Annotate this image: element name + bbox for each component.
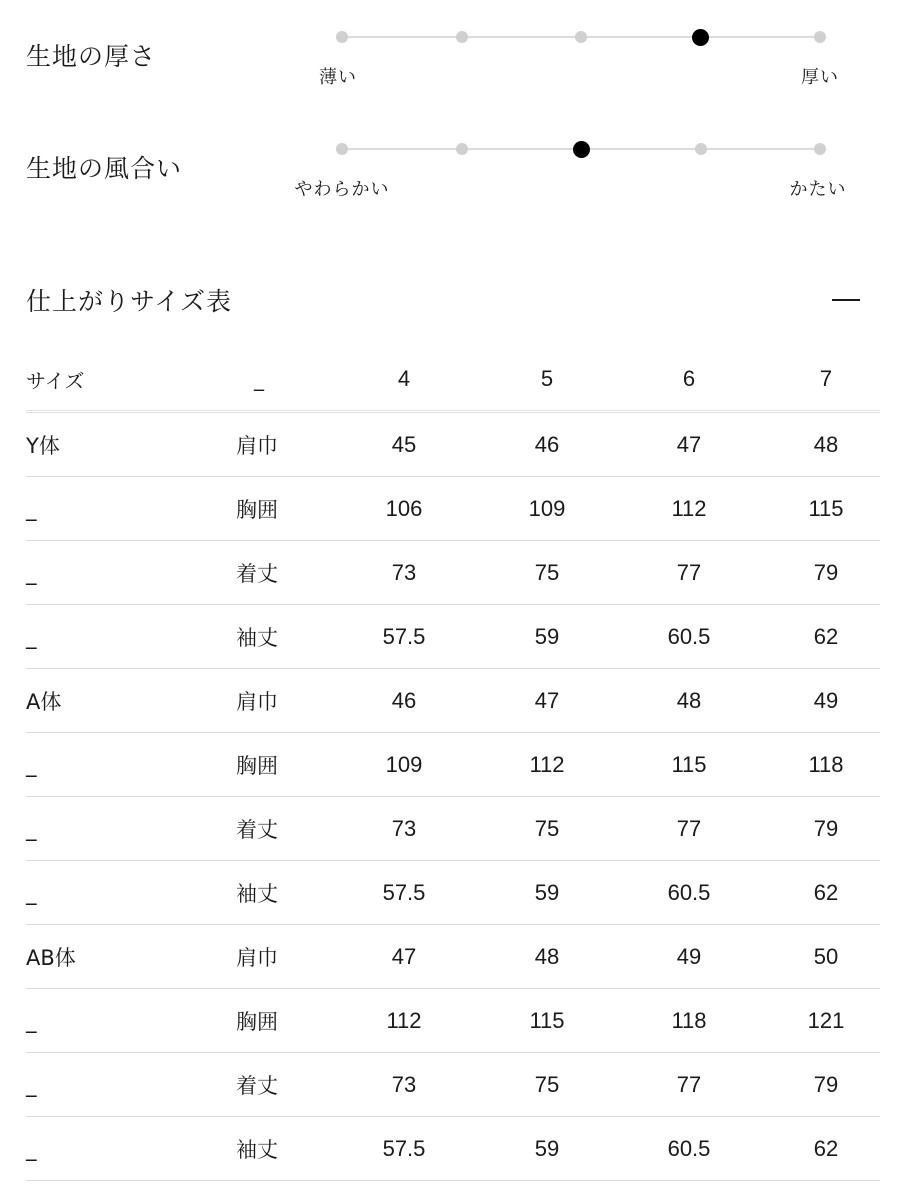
body-type-cell: _: [26, 496, 37, 521]
body-type-cell: _: [26, 752, 37, 777]
thickness-dot: [814, 31, 826, 43]
texture-dot-selected: [573, 141, 590, 158]
measure-value-cell: 46: [534, 431, 560, 457]
measure-name-cell: 袖丈: [236, 881, 278, 906]
table-row: [26, 797, 880, 861]
body-type-cell: AB体: [26, 945, 76, 970]
measure-value-cell: 112: [671, 495, 707, 521]
measure-value-cell: 57.5: [382, 879, 426, 905]
table-row: [26, 861, 880, 925]
measure-value-cell: 79: [813, 1071, 839, 1097]
texture-dot: [456, 143, 468, 155]
measure-value-cell: 77: [676, 1071, 702, 1097]
measure-value-cell: 47: [676, 431, 702, 457]
measure-value-cell: 79: [813, 559, 839, 585]
body-type-cell: _: [26, 1072, 37, 1097]
measure-value-cell: 59: [534, 1135, 560, 1161]
measure-value-cell: 49: [813, 687, 839, 713]
measure-value-cell: 77: [676, 815, 702, 841]
body-type-cell: Y体: [26, 433, 60, 458]
measure-value-cell: 62: [813, 623, 839, 649]
texture-dot: [695, 143, 707, 155]
table-row: [26, 925, 880, 989]
measure-name-cell: 胸囲: [236, 1009, 278, 1034]
measure-value-cell: 62: [813, 1135, 839, 1161]
measure-value-cell: 106: [385, 495, 423, 521]
header-size-4: 4: [397, 366, 411, 391]
measure-value-cell: 45: [391, 431, 417, 457]
measure-value-cell: 48: [676, 687, 702, 713]
thickness-dot-selected: [692, 29, 709, 46]
measure-value-cell: 47: [391, 943, 417, 969]
thickness-dot: [456, 31, 468, 43]
table-row: [26, 477, 880, 541]
measure-value-cell: 57.5: [382, 1135, 426, 1161]
measure-value-cell: 109: [385, 751, 423, 777]
measure-value-cell: 79: [813, 815, 839, 841]
fabric-texture-min-label: やわらかい: [294, 179, 390, 200]
body-type-cell: A体: [26, 689, 62, 714]
measure-value-cell: 62: [813, 879, 839, 905]
fabric-thickness-title: 生地の厚さ: [26, 42, 157, 71]
header-measure-label: _: [254, 367, 264, 391]
thickness-dot: [575, 31, 587, 43]
fabric-thickness-max-label: 厚い: [801, 67, 839, 88]
header-size-label: サイズ: [26, 368, 85, 393]
minus-icon[interactable]: [832, 299, 860, 301]
fabric-texture-title: 生地の風合い: [26, 154, 183, 183]
measure-value-cell: 48: [813, 431, 839, 457]
measure-value-cell: 73: [391, 1071, 417, 1097]
measure-value-cell: 59: [534, 879, 560, 905]
measure-value-cell: 77: [676, 559, 702, 585]
measure-value-cell: 75: [534, 815, 560, 841]
measure-value-cell: 112: [386, 1007, 422, 1033]
measure-name-cell: 袖丈: [236, 1137, 278, 1162]
body-type-cell: _: [26, 1008, 37, 1033]
measure-name-cell: 着丈: [236, 1073, 278, 1098]
measure-value-cell: 57.5: [382, 623, 426, 649]
fabric-thickness-scale: [0, 0, 914, 90]
measure-value-cell: 115: [529, 1007, 565, 1033]
fabric-texture-scale: [0, 112, 914, 202]
fabric-texture-max-label: かたい: [789, 179, 847, 200]
texture-dot: [814, 143, 826, 155]
body-type-cell: _: [26, 624, 37, 649]
size-chart-table: [26, 348, 880, 1181]
thickness-dot: [336, 31, 348, 43]
measure-name-cell: 胸囲: [236, 497, 278, 522]
measure-value-cell: 118: [808, 751, 844, 777]
size-chart-header-row: [26, 348, 880, 413]
size-chart-title: 仕上がりサイズ表: [26, 287, 233, 316]
table-row: [26, 733, 880, 797]
measure-value-cell: 115: [671, 751, 707, 777]
measure-value-cell: 121: [807, 1007, 845, 1033]
measure-name-cell: 着丈: [236, 817, 278, 842]
table-row: [26, 1053, 880, 1117]
body-type-cell: _: [26, 880, 37, 905]
body-type-cell: _: [26, 560, 37, 585]
measure-name-cell: 肩巾: [236, 433, 278, 458]
measure-name-cell: 肩巾: [236, 945, 278, 970]
measure-value-cell: 109: [528, 495, 566, 521]
measure-value-cell: 60.5: [667, 1135, 711, 1161]
measure-value-cell: 73: [391, 559, 417, 585]
measure-value-cell: 49: [676, 943, 702, 969]
measure-value-cell: 73: [391, 815, 417, 841]
measure-value-cell: 112: [529, 751, 565, 777]
table-row: [26, 541, 880, 605]
size-chart-body: [26, 413, 880, 1181]
measure-value-cell: 47: [534, 687, 560, 713]
body-type-cell: _: [26, 816, 37, 841]
header-size-6: 6: [682, 366, 696, 391]
measure-value-cell: 59: [534, 623, 560, 649]
measure-name-cell: 袖丈: [236, 625, 278, 650]
table-row: [26, 413, 880, 477]
body-type-cell: _: [26, 1136, 37, 1161]
measure-value-cell: 46: [391, 687, 417, 713]
measure-name-cell: 肩巾: [236, 689, 278, 714]
measure-name-cell: 着丈: [236, 561, 278, 586]
measure-value-cell: 50: [813, 943, 839, 969]
measure-value-cell: 48: [534, 943, 560, 969]
measure-value-cell: 75: [534, 559, 560, 585]
table-row: [26, 989, 880, 1053]
table-row: [26, 1117, 880, 1181]
measure-value-cell: 75: [534, 1071, 560, 1097]
measure-value-cell: 60.5: [667, 879, 711, 905]
fabric-thickness-min-label: 薄い: [319, 67, 357, 88]
measure-value-cell: 115: [808, 495, 844, 521]
measure-name-cell: 胸囲: [236, 753, 278, 778]
table-row: [26, 605, 880, 669]
table-row: [26, 669, 880, 733]
header-size-7: 7: [819, 366, 833, 391]
measure-value-cell: 118: [671, 1007, 707, 1033]
measure-value-cell: 60.5: [667, 623, 711, 649]
texture-dot: [336, 143, 348, 155]
header-size-5: 5: [540, 366, 554, 391]
